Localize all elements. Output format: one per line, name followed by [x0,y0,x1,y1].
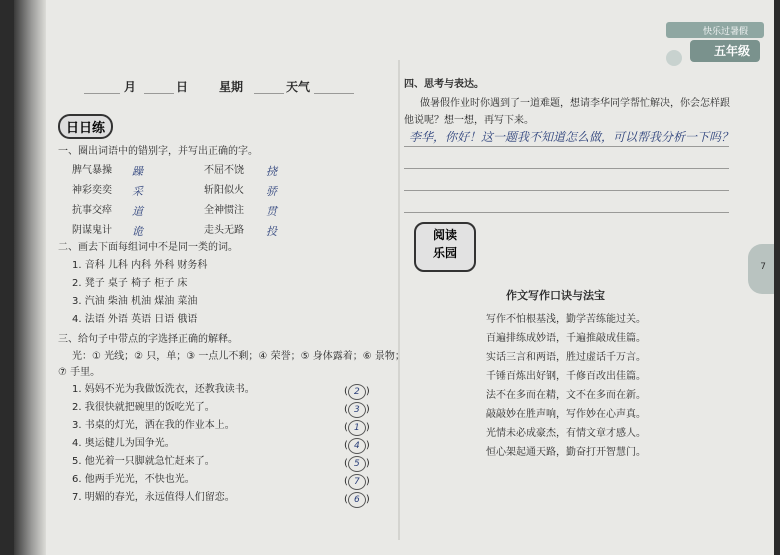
word-pair-4b: 走头无路 [204,225,244,236]
answer-bubble-6: 7 [348,474,366,490]
word-pair-4a: 阴谋鬼计 [72,225,112,236]
word-pair-2a: 神彩奕奕 [72,185,112,196]
poem-line-6: 敲敲妙在胜声响，写作妙在心声真。 [486,409,646,420]
poem-line-5: 法不在多而在精，文不在多而在新。 [486,390,646,401]
poem-line-8: 恒心架起通天路，勤奋打开智慧门。 [486,447,646,458]
answer-bubble-5: 5 [348,456,366,472]
answer-3b: 贯 [266,205,277,218]
sentence-2: 2. 我很快就把碗里的饭吃光了。 [72,402,215,413]
sentence-5: 5. 他光着一只脚就急忙赶来了。 [72,456,215,467]
answer-bubble-1: 2 [348,384,366,400]
sentence-4: 4. 奥运健儿为国争光。 [72,438,175,449]
word-group-1: 1. 音科 儿科 内科 外科 财务科 [72,260,208,271]
sentence-7: 7. 明媚的春光，永远值得人们留恋。 [72,492,235,503]
answer-1a: 躁 [132,165,143,178]
page-gutter [398,60,400,540]
sentence-3: 3. 书桌的灯光，洒在我的作业本上。 [72,420,235,431]
word-group-4: 4. 法语 外语 英语 日语 俄语 [72,314,198,325]
word-pair-1b: 不屈不饶 [204,165,244,176]
word-group-3: 3. 汽油 柴油 机油 煤油 菜油 [72,296,198,307]
word-group-2: 2. 凳子 桌子 椅子 柜子 床 [72,278,188,289]
weekday-label: 星期 [219,80,244,94]
page-number: 7 [760,262,766,272]
question-3: 三、给句子中带点的字选择正确的解释。 [58,334,238,345]
handwritten-answer: 李华，你好！这一题我不知道怎么做，可以帮我分析一下吗？ [409,130,734,144]
month-label: 月 [124,80,137,94]
binding-shadow [14,0,46,555]
daily-practice-badge: 日日练 [58,114,113,139]
reading-badge-line2: 乐园 [432,246,457,260]
word-pair-1a: 脾气暴操 [72,165,112,176]
answer-2a: 采 [132,185,143,198]
brand-title: 快乐过暑假 [702,27,748,37]
word-pair-3b: 全神惯注 [204,205,244,216]
answer-2b: 骄 [266,185,277,198]
weather-label: 天气 [286,80,311,94]
question-4: 四、思考与表达。 [404,79,484,90]
answer-4b: 投 [266,225,277,238]
meaning-options: 光：① 光线；② 只，单；③ 一点儿不剩；④ 荣誉；⑤ 身体露着；⑥ 景物； [72,351,405,362]
sentence-1: 1. 妈妈不光为我做饭洗衣，还教我读书。 [72,384,255,395]
reading-garden-badge [414,222,476,272]
prompt-line-2: 他说呢？想一想，再写下来。 [404,115,534,126]
grade-label: 五年级 [713,44,750,58]
answer-bubble-7: 6 [348,492,366,508]
sentence-6: 6. 他两手光光，不快也光。 [72,474,195,485]
answer-bubble-2: 3 [348,402,366,418]
poem-line-1: 写作不怕根基浅，勤学苦练能过关。 [486,314,646,325]
poem-line-3: 实话三言和两语，胜过虚话千万言。 [486,352,646,363]
poem-title: 作文写作口诀与法宝 [506,289,605,302]
prompt-line-1: 做暑假作业时你遇到了一道难题，想请李华同学帮忙解决，你会怎样跟 [420,98,730,109]
word-pair-2b: 斩阳似火 [204,185,244,196]
question-2: 二、画去下面每组词中不是同一类的词。 [58,242,238,253]
reading-badge-line1: 阅读 [432,228,457,242]
answer-bubble-4: 4 [348,438,366,454]
answer-4a: 诡 [132,225,143,238]
poem-line-2: 百遍排练成妙语，千遍推敲成佳篇。 [486,333,646,344]
poem-line-7: 光情未必成豪杰，有情文章才感人。 [486,428,646,439]
answer-3a: 道 [132,205,143,218]
answer-1b: 挠 [266,165,277,178]
answer-bubble-3: 1 [348,420,366,436]
meaning-options-cont: ⑦ 手里。 [58,367,101,378]
word-pair-3a: 抗事交瘁 [72,205,112,216]
question-1: 一、圈出词语中的错别字，并写出正确的字。 [58,146,258,157]
workbook-page: 快乐过暑假 五年级 月 日 星期 天气 日日练 一、圈出词语中的错别字，并写出正确的字。 脾气暴操 躁 不屈不饶 挠 神彩奕奕 采 斩阳似火 骄 抗事交瘁 道 全神惯注 贯 阴谋鬼计 诡 走头无路 投 二、画去下面每组词中不是同一类的词。 1. 音科 儿科 内科 外科 财务科 2. 凳子 桌子 椅子 柜子 床 3. 汽油 柴油 机油 煤油 菜油 4. 法语 外语 英语 日语 俄语 三、给句子中带点的字选择正确的解释。 光：① 光线；② 只，单；③ 一点儿不剩；④ 荣誉；⑤ 身体露着；⑥ 景物； ⑦ 手里。 1. 妈妈不光为我做饭洗衣，还教我读书。 ( 2 ) 2. 我很快就把碗里的饭吃光了。 ( 3 ) 3. 书桌的灯光，洒在我的作业本上。 ( 1 ) 4. 奥运健儿为国争光。 ( 4 ) 5. 他光着一只脚就急忙赶来了。 ( 5 ) 6. 他两手光光，不快也光。 ( 7 ) 7. 明媚的春光，永远值得人们留恋。 ( 6 ) 四、思考与表达。 做暑假作业时你遇到了一道难题，想请李华同学帮忙解决，你会怎样跟 他说呢？想一想，再写下来。 李华，你好！这一题我不知道怎么做，可以帮我分析一下吗？ 阅读 乐园 作文写作口诀与法宝 写作不怕根基浅，勤学苦练能过关。 百遍排练成妙语，千遍推敲成佳篇。 实话三言和两语，胜过虚话千万言。 千锤百炼出好钢，千修百改出佳篇。 法不在多而在精，文不在多而在新。 敲敲妙在胜声响，写作妙在心声真。 光情未必成豪杰，有情文章才感人。 恒心架起通天路，勤奋打开智慧门。 7 [14,0,774,555]
day-label: 日 [176,80,189,94]
poem-line-4: 千锤百炼出好钢，千修百改出佳篇。 [486,371,646,382]
